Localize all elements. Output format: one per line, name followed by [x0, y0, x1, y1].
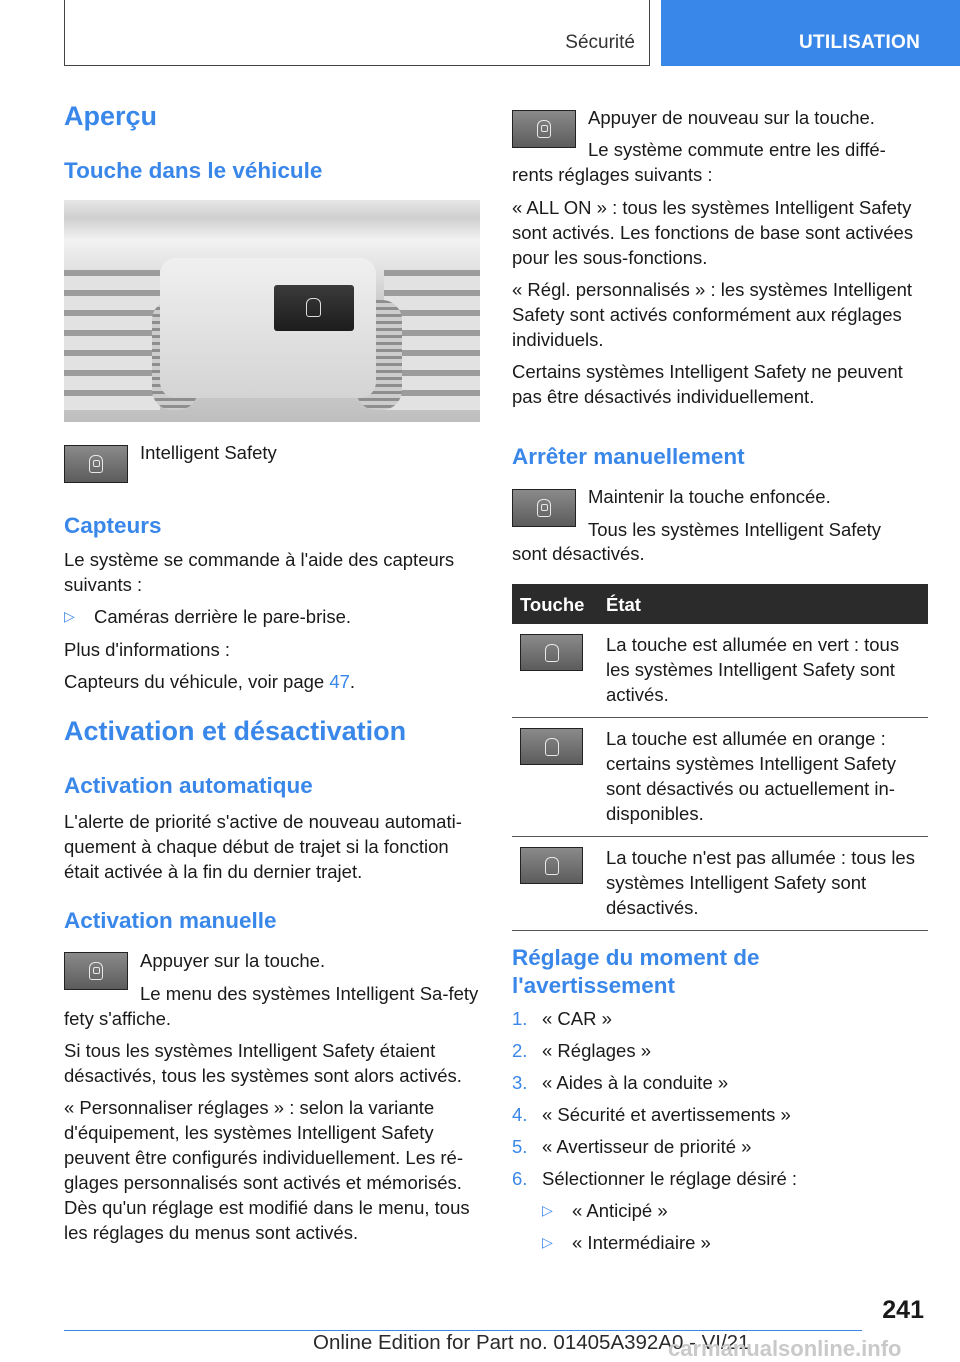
- certains-text: Certains systèmes Intelligent Safety ne peuvent pas être désactivés individuellement.: [512, 361, 903, 407]
- button-orange-icon: [520, 728, 583, 765]
- state-table: [512, 584, 928, 931]
- capteurs-ref: Capteurs du véhicule, voir page 47.: [64, 671, 356, 692]
- watermark: carmanualsonline.info: [668, 1336, 902, 1361]
- table-header: [512, 584, 928, 624]
- intelligent-safety-button-icon: [64, 445, 128, 483]
- step-item: 3. « Aides à la conduite »: [512, 1072, 729, 1093]
- vehicle-button-photo: [64, 200, 480, 422]
- intelligent-safety-button-icon: [64, 952, 128, 990]
- list-item: ▷ « Intermédiaire »: [542, 1232, 711, 1253]
- heading-touche: Touche dans le véhicule: [64, 158, 323, 183]
- heading-capteurs: Capteurs: [64, 513, 162, 538]
- arr-line2: Tous les systèmes Intelligent Safety: [588, 519, 882, 540]
- heading-reglage: Réglage du moment de l'avertissement: [512, 945, 760, 998]
- triangle-right-icon: ▷: [64, 608, 75, 624]
- intelligent-safety-button-icon: [512, 110, 576, 148]
- all-on-text: « ALL ON » : tous les systèmes Intelligent Safety sont activés. Les fonctions de base sont activées pour les sous-fonctions.: [512, 197, 914, 268]
- step-item: 2. « Réglages »: [512, 1040, 652, 1061]
- heading-arreter: Arrêter manuellement: [512, 444, 745, 469]
- capteurs-text: Le système se commande à l'aide des capteurs suivants :: [64, 549, 455, 595]
- section-title: Sécurité: [565, 32, 635, 53]
- table-cell: La touche est allumée en orange : certains systèmes Intelligent Safety sont désactivés ou actuellement in-disponibles.: [598, 718, 928, 837]
- header-frame: [64, 0, 650, 66]
- heading-auto: Activation automatique: [64, 773, 313, 798]
- man-line2: Le menu des systèmes Intelligent Sa-fety: [140, 983, 479, 1004]
- table-row: [512, 718, 928, 837]
- press-line2-cont: rents réglages suivants :: [512, 164, 713, 185]
- man-text3: « Personnaliser réglages » : selon la variante d'équipement, les systèmes Intelligent Safety peuvent être configurés individuellement. Les ré-glages personnalisés sont activés et mémorisés. Dès qu'un réglage est modifié dans le menu, tous les réglages du menus sont activés.: [64, 1097, 470, 1243]
- auto-text: L'alerte de priorité s'active de nouveau automati-quement à chaque début de trajet si la fonction était activée à la fin du dernier trajet.: [64, 811, 462, 882]
- arr-line1: Maintenir la touche enfoncée.: [588, 486, 831, 507]
- step-item: 1. « CAR »: [512, 1008, 612, 1029]
- man-text2: Si tous les systèmes Intelligent Safety étaient désactivés, tous les systèmes sont alors activés.: [64, 1040, 462, 1086]
- list-item: ▷ « Anticipé »: [542, 1200, 668, 1221]
- page-number: 241: [882, 1296, 924, 1324]
- footer-edition: Online Edition for Part no. 01405A392A0 - VI/21: [313, 1331, 750, 1354]
- heading-manuelle: Activation manuelle: [64, 908, 277, 933]
- arr-line2-cont: sont désactivés.: [512, 543, 645, 564]
- man-line2-cont: fety s'affiche.: [64, 1008, 172, 1029]
- button-green-icon: [520, 634, 583, 671]
- man-line1: Appuyer sur la touche.: [140, 950, 326, 971]
- table-row: [512, 837, 928, 931]
- col-touche: Touche: [512, 584, 598, 624]
- plus-info: Plus d'informations :: [64, 639, 230, 660]
- intelligent-safety-button-icon: [512, 489, 576, 527]
- page-link[interactable]: 47: [329, 671, 350, 692]
- table-cell: La touche n'est pas allumée : tous les systèmes Intelligent Safety sont désactivés.: [598, 837, 928, 931]
- button-off-icon: [520, 847, 583, 884]
- table-cell: La touche est allumée en vert : tous les systèmes Intelligent Safety sont activés.: [598, 624, 928, 718]
- press-line1: Appuyer de nouveau sur la touche.: [588, 107, 875, 128]
- step-item: 6. Sélectionner le réglage désiré :: [512, 1168, 798, 1189]
- triangle-right-icon: ▷: [542, 1234, 553, 1250]
- col-etat: État: [598, 584, 928, 624]
- triangle-right-icon: ▷: [542, 1202, 553, 1218]
- icon-label: Intelligent Safety: [140, 442, 277, 463]
- press-line2: Le système commute entre les diffé-: [588, 139, 886, 160]
- table-row: [512, 624, 928, 718]
- chapter-tab-label: UTILISATION: [799, 32, 921, 53]
- step-item: 4. « Sécurité et avertissements »: [512, 1104, 791, 1125]
- chapter-tab[interactable]: [661, 0, 960, 66]
- heading-activation: Activation et désactivation: [64, 716, 407, 746]
- list-item: ▷ Caméras derrière le pare-brise.: [64, 606, 352, 627]
- step-item: 5. « Avertisseur de priorité »: [512, 1136, 752, 1157]
- perso-text: « Régl. personnalisés » : les systèmes Intelligent Safety sont activés conformément aux réglages individuels.: [512, 279, 913, 350]
- heading-apercu: Aperçu: [64, 101, 158, 131]
